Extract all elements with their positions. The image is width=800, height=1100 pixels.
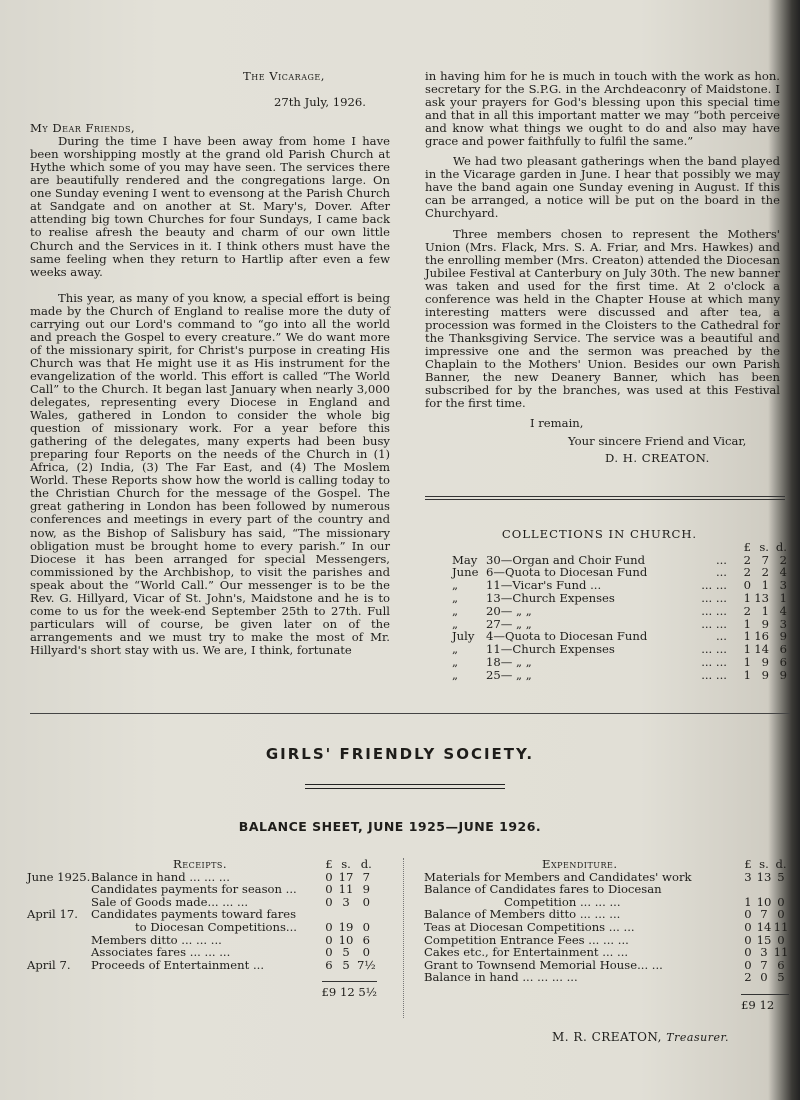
pound-header: £ [743,539,751,554]
collection-month: „ [452,603,459,618]
receipt-date: April 17. [27,907,78,922]
receipt-pence: 0 [362,945,371,960]
collection-pounds: 1 [743,590,751,605]
collection-day: 6 [486,565,494,580]
letter-sign-line: Your sincere Friend and Vicar, [568,434,747,449]
collection-item [486,669,692,682]
gfs-title: GIRLS' FRIENDLY SOCIETY. [265,745,535,763]
expenditure-pence: 11 [773,945,789,960]
collection-pounds: 2 [743,603,751,618]
collection-pence: 6 [779,642,787,657]
receipt-shillings: 19 [338,919,354,934]
pence-header: d. [775,857,787,871]
collection-pence: 3 [779,616,787,631]
expenditure-pounds: 0 [744,945,752,960]
leader-dots: ... ... [701,642,727,657]
expenditure-shillings: 0 [760,970,768,985]
expenditure-pence: 11 [773,919,789,934]
collection-pence: 9 [779,667,787,682]
receipt-date [27,921,91,934]
balance-sheet-title: BALANCE SHEET, JUNE 1925—JUNE 1926. [238,819,542,834]
collection-day: 11 [486,578,501,593]
collection-month: June [452,565,479,580]
letter-paragraph: Three members chosen to represent the Mothers' Union (Mrs. Flack, Mrs. S. A. Friar, and Mrs. Hawkes) and the enrolling member (Mrs. Creaton) attended the Diocesan Jubilee Festival at Canterbury on July 30th. The new banner was taken and used for the first time. At 2 o'clock a conference was held in the Chapter House at which many interesting matters were discussed and after tea, a procession was formed in the Cloisters to the Cathedral for the Thanksgiving Service. The service was a beautiful and impressive one and the sermon was preached by the Chaplain to the Mothers' Union. Besides our own Parish Banner, the new Deanery Banner, which has been subscribed for by the branches, was used at this Festival for the first time. [425,226,780,411]
expenditure-pence: 5 [777,869,785,884]
collection-pounds: 1 [743,616,751,631]
leader-dots: ... ... [701,616,727,631]
expenditure-shillings: 14 [756,919,772,934]
receipt-row [27,883,377,896]
collection-pence: 1 [779,590,787,605]
collection-pence: 2 [779,552,787,567]
divider-rule [425,499,785,500]
receipt-pounds: 0 [325,945,333,960]
leader-dots: ... ... [701,590,727,605]
receipt-pounds: 0 [325,919,333,934]
expenditure-item: Teas at Diocesan Competitions ... ... [424,919,635,934]
expenditure-item: Competition ... ... ... [504,894,621,909]
treasurer-signature [552,1030,729,1044]
receipts-title: Receipts. [173,857,228,871]
collection-pence: 6 [779,654,787,669]
section-rule [30,713,790,714]
collection-pence: 9 [779,629,787,644]
expenditure-shillings: 10 [756,894,772,909]
expenditure-pounds: 3 [744,869,752,884]
collection-day: 27 [486,616,501,631]
expenditure-item: Competition Entrance Fees ... ... ... [424,932,629,947]
expenditure-pence: 0 [777,894,785,909]
letter-address: The Vicarage, [243,69,325,83]
receipt-item: Members ditto ... ... ... [91,932,222,947]
letter-right-column [425,70,780,465]
receipt-shillings: 5 [342,957,350,972]
collection-month: „ [452,578,459,593]
expenditure-shillings: 3 [760,945,768,960]
collection-description: —Church Expenses [500,642,615,657]
collection-shillings: 1 [761,578,769,593]
collection-day: 18 [486,654,501,669]
receipt-date [27,946,91,959]
collection-pence: 4 [779,565,787,580]
receipt-date [27,934,91,947]
receipt-item: Sale of Goods made... ... ... [91,894,249,909]
receipt-item: to Diocesan Competitions... [135,919,297,934]
expenditure-pence: 0 [777,907,785,922]
collection-day: 4 [486,629,494,644]
collection-day: 11 [486,642,501,657]
column-divider [403,858,404,1018]
collection-description: —Church Expenses [500,590,615,605]
expenditure-pounds: 0 [744,919,752,934]
expenditure-shillings [755,883,773,896]
expenditure-shillings: 15 [756,932,772,947]
collection-description: — „ „ [500,603,532,618]
collection-pounds: 2 [743,565,751,580]
receipt-shillings: 11 [338,882,354,897]
collection-month: May [452,552,478,567]
shilling-header: s. [759,539,769,554]
collection-day: 13 [486,590,501,605]
receipt-pounds: 0 [325,894,333,909]
leader-dots: ... [715,629,727,644]
expenditure-pence: 0 [777,932,785,947]
collections-table [452,541,787,682]
collection-shillings: 2 [761,565,769,580]
expenditure-item: Balance of Candidates fares to Diocesan [424,882,662,897]
expenditure-table [424,858,789,1012]
expenditure-pence [773,883,789,896]
divider-rule [425,496,785,497]
expenditure-total: £9 12 [741,994,789,1011]
expenditure-shillings: 13 [756,869,772,884]
receipt-item: Candidates payments for season ... [91,882,297,897]
receipt-pence: 0 [362,894,371,909]
collection-description: —Vicar's Fund ... [500,578,602,593]
letter-salutation: My Dear Friends, [30,121,136,136]
expenditure-item: Grant to Townsend Memorial House... ... [424,957,663,972]
treasurer-role: Treasurer. [666,1031,730,1044]
treasurer-name: M. R. CREATON, [552,1030,662,1044]
receipt-pounds: 6 [325,957,333,972]
collection-pounds: 1 [743,629,751,644]
expenditure-pence: 5 [777,970,785,985]
expenditure-pounds: 1 [744,894,752,909]
collection-shillings: 9 [761,667,769,682]
gfs-rule [305,788,505,789]
collection-description: — „ „ [500,667,532,682]
leader-dots: ... ... [701,578,727,593]
collection-description: —Quota to Diocesan Fund [493,565,648,580]
collection-pounds: 1 [743,667,751,682]
expenditure-pounds: 0 [744,907,752,922]
collections-in-church [452,528,787,682]
collection-row [452,669,787,682]
collection-month: „ [452,667,459,682]
letter-paragraph: During the time I have been away from home I have been worshipping mostly at the grand old Parish Church at Hythe which some of you may have seen. The services there are beautifully rendered and the congregations large. On one Sunday evening I went to evensong at the Parish Church at Sandgate and on another at St. Mary's, Dover. After attending big town Churches for four Sundays, I came back to realise afresh the beauty and charm of our own little Church and the Services in it. I think others must have the same feeling when they return to Hartlip after even a few weeks away. [30,134,390,279]
leader-dots: ... ... [701,667,727,682]
collection-shillings: 14 [754,642,769,657]
expenditure-row [424,946,789,959]
receipt-row [27,959,377,972]
letter-date: 27th July, 1926. [274,95,366,110]
collection-pounds: 2 [743,552,751,567]
receipts-total: £9 12 5½ [322,982,378,999]
letter-paragraph: We had two pleasant gatherings when the band played in the Vicarage garden in June. I hear that possibly we may have the band again one Sunday evening in August. If this can be arranged, a notice will be put on the board in the Churchyard. [425,154,780,221]
collection-description: — „ „ [500,654,532,669]
letter-paragraph: This year, as many of you know, a special effort is being made by the Church of England to realise more the duty of carrying out our Lord's command to “go into all the world and preach the Gospel to every creature.” We do want more of the missionary spirit, for Christ's purpose in creating His Church was that He might use it as His instrument for the evangelization of the world. This effort is called “The World Call” to the Church. It began last January when nearly 3,000 delegates, representing every Diocese in England and Wales, gathered in London to consider the whole big question of missionary work. For a year before this gathering of the delegates, many experts had been busy preparing four Reports on the needs of the Church in (1) Africa, (2) India, (3) The Far East, and (4) The Moslem World. These Reports show how the world is calling today to the Christian Church for the message of the Gospel. The great gathering in London has been followed by numerous conferences and meetings in every part of the country and now, as the Bishop of Salisbury has said, “The missionary obligation must be brought home to every parish.” In our Diocese it has been arranged for special Messengers, commissioned by the Archbishop, to visit the parishes and speak about the “World Call.” Our messenger is to be the Rev. G. Hillyard, Vicar of St. John's, Maidstone and he is to come to us for the week-end September 25th to 27th. Full particulars will of course, be given later on of the arrangements and we must try to make the most of Mr. Hillyard's short stay with us. We are, I think, fortunate [30,290,390,657]
receipt-date: April 7. [27,957,71,972]
collection-month: „ [452,590,459,605]
collection-month: „ [452,654,459,669]
receipt-date: June 1925. [27,869,91,884]
collection-pounds: 1 [743,654,751,669]
shilling-header: s. [341,857,351,871]
collection-shillings: 7 [761,552,769,567]
leader-dots: ... ... [701,603,727,618]
expenditure-row [424,971,789,984]
collection-description: —Organ and Choir Fund [500,552,646,567]
collection-day: 20 [486,603,501,618]
receipt-pence: 0 [362,919,371,934]
expenditure-pounds [741,883,755,896]
collection-month: July [452,629,475,644]
collection-day: 30 [486,552,501,567]
expenditure-row [424,921,789,934]
letter-closing: I remain, [530,416,584,431]
pound-header: £ [325,857,333,871]
receipt-shillings: 10 [338,932,354,947]
gfs-rule [305,784,505,785]
receipt-item: Associates fares ... ... ... [91,945,231,960]
expenditure-title: Expenditure. [542,857,618,871]
leader-dots: ... [715,565,727,580]
collection-day: 25 [486,667,501,682]
shilling-header: s. [759,857,769,871]
expenditure-item: Materials for Members and Candidates' work [424,869,692,884]
expenditure-pounds: 2 [744,970,752,985]
collection-pounds: 0 [743,578,751,593]
receipt-pounds: 0 [325,882,333,897]
receipt-pence: 9 [362,882,371,897]
expenditure-pence: 6 [777,957,785,972]
receipt-pence: 7 [362,869,371,884]
collection-shillings: 1 [761,603,769,618]
receipt-date [27,883,91,896]
receipts-table [27,858,377,999]
expenditure-item: Balance of Members ditto ... ... ... [424,907,621,922]
collection-month: „ [452,616,459,631]
collection-pence: 3 [779,578,787,593]
collection-shillings: 16 [754,629,769,644]
receipt-shillings: 17 [338,869,354,884]
letter-signature: D. H. CREATON. [605,451,710,466]
receipt-shillings: 5 [342,945,350,960]
expenditure-item: Cakes etc., for Entertainment ... ... [424,945,629,960]
collection-shillings: 13 [754,590,769,605]
receipt-item: Proceeds of Entertainment ... [91,957,265,972]
collections-title: COLLECTIONS IN CHURCH. [501,527,698,541]
receipt-pence: 6 [362,932,371,947]
pence-header: d. [775,539,787,554]
collection-description: —Quota to Diocesan Fund [493,629,648,644]
expenditure-shillings: 7 [760,957,768,972]
receipts-section [27,858,377,999]
receipt-row [27,946,377,959]
letter-paragraph: in having him for he is much in touch with the work as hon. secretary for the S.P.G. in the Archdeaconry of Maidstone. I ask your prayers for God's blessing upon this special time and that in all this important matter we may “both perceive and know what things we ought to do and also may have grace and power faithfully to fulfil the same.” [425,69,780,149]
collection-pounds: 1 [743,642,751,657]
receipt-row [27,921,377,934]
receipt-pence: 7½ [357,957,376,972]
collection-shillings: 9 [761,654,769,669]
expenditure-pounds: 0 [744,957,752,972]
receipt-pounds: 0 [325,869,333,884]
letter-left-column [30,70,390,657]
expenditure-pounds: 0 [744,932,752,947]
expenditure-item: Balance in hand ... ... ... ... [424,970,578,985]
pence-header: d. [360,857,372,871]
collection-description: — „ „ [500,616,532,631]
receipt-pounds: 0 [325,932,333,947]
collection-pence: 4 [779,603,787,618]
receipt-item: Balance in hand ... ... ... [91,869,230,884]
receipt-shillings: 3 [342,894,350,909]
pound-header: £ [744,857,752,871]
collection-month: „ [452,642,459,657]
collection-shillings: 9 [761,616,769,631]
leader-dots: ... ... [701,654,727,669]
leader-dots: ... [715,552,727,567]
expenditure-row [424,883,789,896]
receipt-item: Candidates payments toward fares [91,907,297,922]
expenditure-shillings: 7 [760,907,768,922]
expenditure-section [424,858,789,1012]
